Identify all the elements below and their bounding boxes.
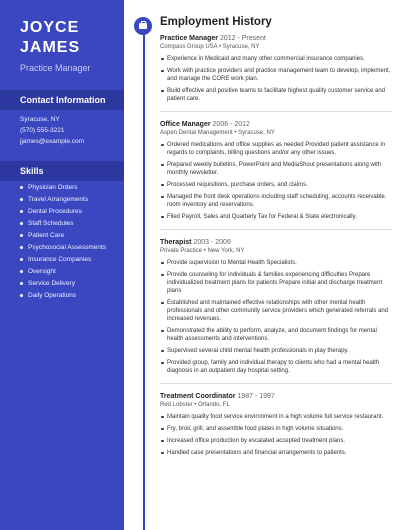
divider <box>160 111 392 112</box>
job-entry: Therapist 2003 - 2006 Private Practice • New York, NY Provide supervision to Mental Health Specialists. Provide counseling for individuals & families experiencing difficulties Prepare individualized treatment plans for patients Prepare initial and discharge treatment plans Established and maintained effective relationships with other mental health professionals and other community service providers which generated referrals and increased revenues. Demonstrated the ability to perform, analyze, and document findings for mental health assessments and interventions. Supervised several child mental health professionals in play therapy. Provided group, family and individual therapy to clients who had a mental health diagnosis in an outpatient day hospital setting. <box>160 238 392 375</box>
job-company: Private Practice <box>160 248 203 254</box>
job-entry: Practice Manager 2012 - Present Compass Group USA • Syracuse, NY Experience in Medicaid and many other commercial insurance companies. Work with practice providers and practice management team to develop, implement, and manage the CORE work plan. Build effective and positive teams to facilitate highest quality customer service and patient care. <box>160 35 391 102</box>
last-name: JAMES <box>20 39 81 56</box>
job-bullets <box>160 141 392 221</box>
divider <box>160 229 392 230</box>
job-dates: 2006 - 2012 <box>212 121 250 128</box>
job-location: Syracuse, NY <box>222 44 260 50</box>
job-bullet: Filed Payroll, Sales and Quarterly Tax for Federal & State electronically. <box>160 213 392 221</box>
job-bullet: Provide counseling for individuals & families experiencing difficulties Prepare individualized treatment plans for patients Prepare initial and discharge treatment plans <box>160 271 392 295</box>
skill-item: Physician Orders <box>20 182 106 194</box>
skill-item: Insurance Companies <box>20 254 106 266</box>
job-title: Treatment Coordinator <box>160 393 236 400</box>
candidate-name <box>20 18 80 58</box>
job-title: Therapist <box>160 239 192 246</box>
skills-heading-band <box>0 161 124 181</box>
first-name: JOYCE <box>20 19 80 36</box>
contact-heading-band <box>0 90 124 110</box>
skill-item: Psychosocial Assessments <box>20 242 106 254</box>
skill-item: Service Delivery <box>20 278 106 290</box>
contact-location: Syracuse, NY <box>20 116 60 123</box>
job-bullet: Fry, broil, grill, and assemble food plates in high volume situations. <box>160 425 392 433</box>
job-dates: 1987 - 1997 <box>237 393 275 400</box>
job-title: Practice Manager <box>160 35 218 42</box>
contact-heading: Contact Information <box>20 95 106 105</box>
job-company: Red Lobster <box>160 402 193 408</box>
skill-item: Oversight <box>20 266 106 278</box>
timeline-line <box>143 24 145 530</box>
job-bullet: Processed requisitions, purchase orders, and claims. <box>160 181 392 189</box>
job-entry: Office Manager 2006 - 2012 Aspen Dental Management • Syracuse, NY Ordered medications and office supplies as needed Provided patient assistance in regards to complaints, billing questions and/or any other issues. Prepared weekly bulletins, PowerPoint and MediaShout presentations along with monthly newsletter. Processed requisitions, purchase orders, and claims. Managed the front desk operations including staff scheduling, accounts receivable, room inventory and reservations. Filed Payroll, Sales and Quarterly Tax for Federal & State electronically. <box>160 120 392 221</box>
skills-heading: Skills <box>20 166 44 176</box>
job-location: New York, NY <box>207 248 245 254</box>
job-bullet: Handled case presentations and financial arrangements to patients. <box>160 449 392 457</box>
job-bullets <box>160 259 392 375</box>
candidate-role: Practice Manager <box>20 63 91 73</box>
skill-item: Travel Arrangements <box>20 194 106 206</box>
skills-list <box>20 182 106 302</box>
job-bullets <box>160 413 392 457</box>
job-bullet: Established and maintained effective relationships with other mental health professionals and other community service providers which generated referrals and increased revenues. <box>160 299 392 323</box>
job-bullet: Provided group, family and individual therapy to clients who had a mental health diagnosis in an outpatient day hospital setting. <box>160 359 392 375</box>
job-bullet: Provide supervision to Mental Health Specialists. <box>160 259 392 267</box>
job-company: Aspen Dental Management <box>160 130 233 136</box>
briefcase-icon <box>134 17 152 35</box>
job-bullet: Managed the front desk operations including staff scheduling, accounts receivable, room inventory and reservations. <box>160 193 392 209</box>
job-title: Office Manager <box>160 121 211 128</box>
job-bullet: Demonstrated the ability to perform, analyze, and document findings for mental health assessments and interventions. <box>160 327 392 343</box>
job-bullet: Experience in Medicaid and many other commercial insurance companies. <box>160 55 392 63</box>
job-dates: 2012 - Present <box>219 35 266 42</box>
job-entry: Treatment Coordinator 1987 - 1997 Red Lobster • Orlando, FL Maintain quality food service environment in a high volume full service restaurant. Fry, broil, grill, and assemble food plates in high volume situations. Increased office production by escalated accepted treatment plans. Handled case presentations and financial arrangements to patients. <box>160 392 392 457</box>
job-bullet: Supervised several child mental health professionals in play therapy. <box>160 347 392 355</box>
job-bullet: Maintain quality food service environment in a high volume full service restaurant. <box>160 413 392 421</box>
skill-item: Staff Schedules <box>20 218 106 230</box>
skill-item: Daily Operations <box>20 290 106 302</box>
job-bullets <box>160 55 392 103</box>
divider <box>160 383 392 384</box>
job-location: Syracuse, NY <box>238 130 275 136</box>
job-location: Orlando, FL <box>198 402 230 408</box>
job-bullet: Ordered medications and office supplies as needed Provided patient assistance in regards to complaints, billing questions and/or any other issues. <box>160 141 392 157</box>
job-bullet: Build effective and positive teams to facilitate highest quality customer service and patient care. <box>160 87 392 103</box>
employment-heading: Employment History <box>160 16 272 28</box>
contact-email[interactable]: jjames@example.com <box>20 138 85 145</box>
job-bullet: Increased office production by escalated accepted treatment plans. <box>160 437 392 445</box>
job-dates: 2003 - 2006 <box>193 239 231 246</box>
sidebar <box>0 0 124 530</box>
job-bullet: Work with practice providers and practice management team to develop, implement, and manage the CORE work plan. <box>160 67 392 83</box>
job-bullet: Prepared weekly bulletins, PowerPoint and MediaShout presentations along with monthly newsletter. <box>160 161 392 177</box>
job-company: Compass Group USA <box>160 44 218 50</box>
skill-item: Dental Procedures <box>20 206 106 218</box>
employment-section <box>160 16 392 461</box>
contact-phone: (570) 555-3221 <box>20 127 65 134</box>
skill-item: Patient Care <box>20 230 106 242</box>
